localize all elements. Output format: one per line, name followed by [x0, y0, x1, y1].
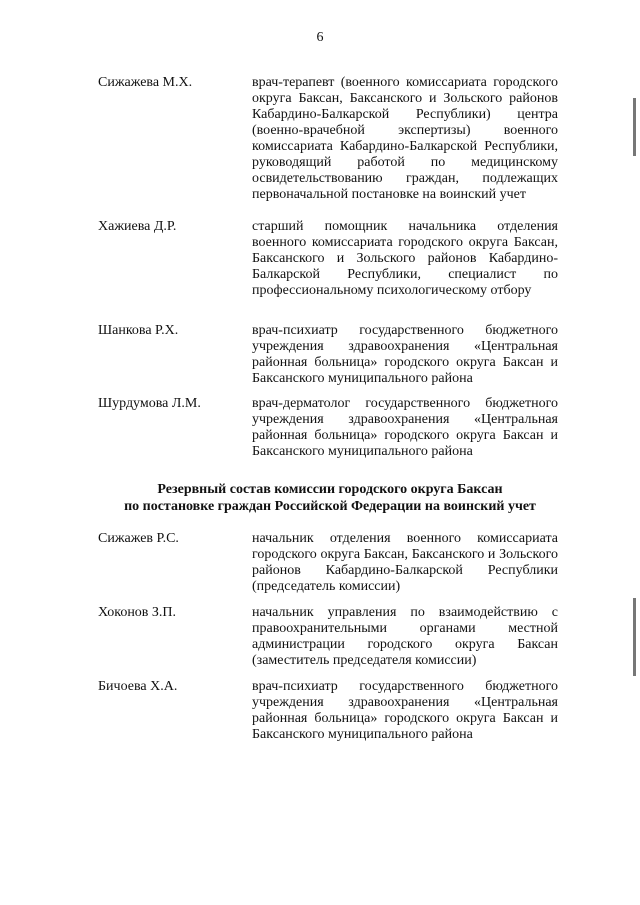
- reserve-heading-line1: Резервный состав комиссии городского округа Баксан: [157, 482, 503, 497]
- member-role: начальник управления по взаимодействию с правоохранительными органами местной администрации городского округа Баксан (заместитель председателя комиссии): [252, 605, 558, 668]
- member-name: Шурдумова Л.М.: [98, 396, 201, 411]
- member-role: врач-психиатр государственного бюджетного учреждения здравоохранения «Центральная районная больница» городского округа Баксан и Баксанского муниципального района: [252, 323, 558, 386]
- member-name: Хажиева Д.Р.: [98, 219, 177, 234]
- member-role: старший помощник начальника отделения военного комиссариата городского округа Баксан, Баксанского и Зольского районов Кабардино-Балкарской Республики, специалист по профессиональному психологическому отбору: [252, 219, 558, 298]
- member-role: начальник отделения военного комиссариата городского округа Баксан, Баксанского и Зольского районов Кабардино-Балкарской Республики (председатель комиссии): [252, 531, 558, 594]
- scan-edge-mark: [633, 598, 636, 676]
- member-role: врач-дерматолог государственного бюджетного учреждения здравоохранения «Центральная районная больница» городского округа Баксан и Баксанского муниципального района: [252, 396, 558, 459]
- member-name: Хоконов З.П.: [98, 605, 177, 620]
- member-name: Шанкова Р.Х.: [98, 323, 179, 338]
- reserve-section-heading: [60, 481, 600, 515]
- member-role: врач-психиатр государственного бюджетного учреждения здравоохранения «Центральная районная больница» городского округа Баксан и Баксанского муниципального района: [252, 679, 558, 742]
- member-role: врач-терапевт (военного комиссариата городского округа Баксан, Баксанского и Зольского районов Кабардино-Балкарской Республики) центра (военно-врачебной экспертизы) военного комиссариата Кабардино-Балкарской Республики, руководящий работой по медицинскому освидетельствованию граждан, подлежащих первоначальной постановке на воинский учет: [252, 75, 558, 202]
- member-name: Сижажев Р.С.: [98, 531, 179, 546]
- reserve-heading-line2: по постановке граждан Российской Федерации на воинский учет: [124, 499, 536, 514]
- page-number: 6: [316, 30, 324, 45]
- scan-edge-mark: [633, 98, 636, 156]
- member-name: Сижажева М.Х.: [98, 75, 193, 90]
- member-name: Бичоева Х.А.: [98, 679, 178, 694]
